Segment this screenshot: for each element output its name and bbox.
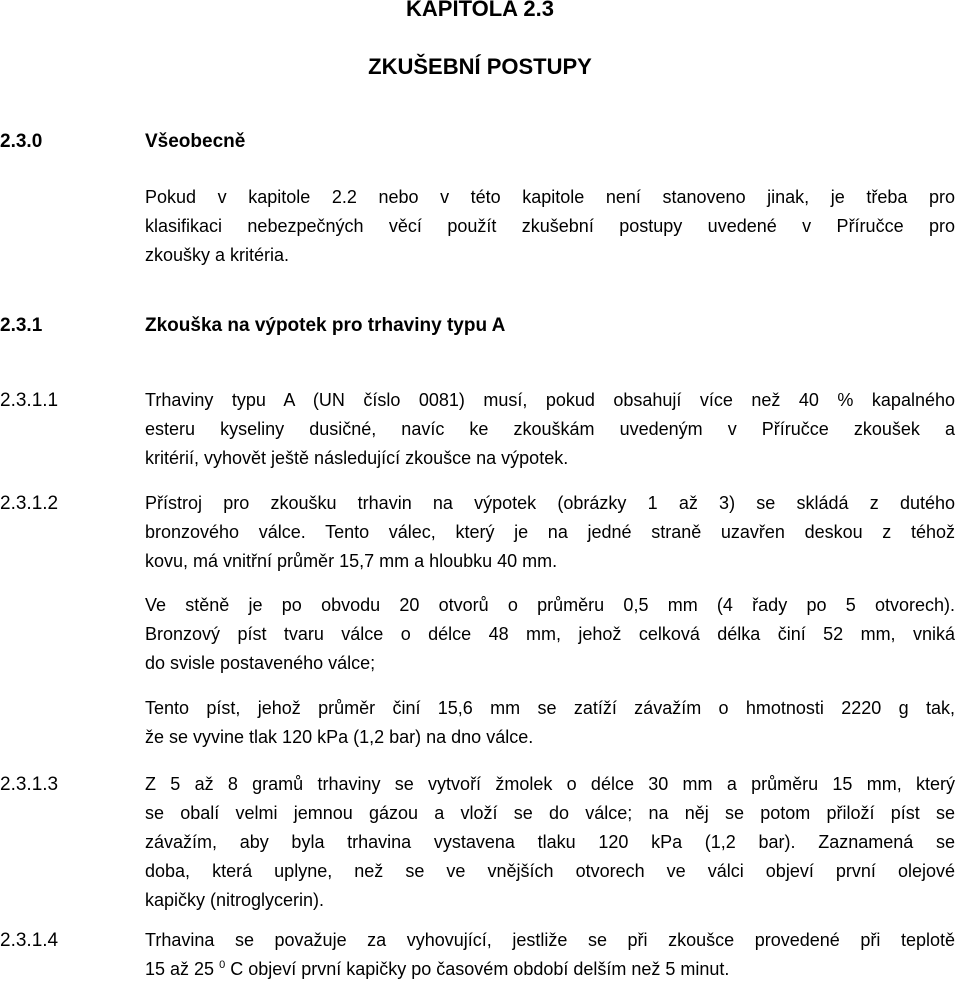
text-line: Trhaviny typu A (UN číslo 0081) musí, pokud obsahují více než 40 % kapalného [145,390,955,410]
text-line: zkoušky a kritéria. [145,245,290,265]
paragraph-2-3-1-2a [145,489,955,576]
text-line: Trhavina se považuje za vyhovující, jestliže se při zkoušce provedené při teplotě [145,930,955,950]
text-line: kapičky (nitroglycerin). [145,890,325,910]
degree-superscript: 0 [219,959,226,971]
paragraph-2-3-1-2b [145,591,955,678]
section-number-2-3-1-3: 2.3.1.3 [0,774,59,795]
paragraph-2-3-1-3 [145,770,955,915]
text-line: bronzového válce. Tento válec, který je na jedné straně uzavřen deskou z téhož [145,522,955,542]
section-number-2-3-1-4: 2.3.1.4 [0,930,59,951]
text-line: závažím, aby byla trhavina vystavena tlaku 120 kPa (1,2 bar). Zaznamená se [145,832,955,852]
text-line: klasifikaci nebezpečných věcí použít zkušební postupy uvedené v Příručce pro [145,216,955,236]
text-line: esteru kyseliny dusičné, navíc ke zkouškám uvedeným v Příručce zkoušek a [145,419,955,439]
text-line: se obalí velmi jemnou gázou a vloží se do válce; na něj se potom přiloží píst se [145,803,955,823]
section-title-2-3-1: Zkouška na výpotek pro trhaviny typu A [145,315,506,336]
text-line: Bronzový píst tvaru válce o délce 48 mm, jehož celková délka činí 52 mm, vniká [145,624,955,644]
paragraph-2-3-1-2c [145,694,955,752]
paragraph-2-3-1-1 [145,386,955,473]
chapter-label: KAPITOLA 2.3 [406,0,554,21]
text-segment: 15 až 25 [145,959,220,979]
paragraph-2-3-0 [145,183,955,270]
text-segment: C objeví první kapičky po časovém období delším než 5 minut. [225,959,730,979]
text-line: doba, která uplyne, než se ve vnějších otvorech ve válci objeví první olejové [145,861,955,881]
section-title-2-3-0: Všeobecně [145,131,246,152]
text-line: kritérií, vyhovět ještě následující zkoušce na výpotek. [145,448,569,468]
text-line: Přístroj pro zkoušku trhavin na výpotek (obrázky 1 až 3) se skládá z dutého [145,493,955,513]
text-line: Ve stěně je po obvodu 20 otvorů o průměru 0,5 mm (4 řady po 5 otvorech). [145,595,955,615]
chapter-title: ZKUŠEBNÍ POSTUPY [368,54,592,79]
text-line-with-degree [145,955,955,984]
text-line: Tento píst, jehož průměr činí 15,6 mm se zatíží závažím o hmotnosti 2220 g tak, [145,698,955,718]
text-line: kovu, má vnitřní průměr 15,7 mm a hloubku 40 mm. [145,551,558,571]
paragraph-2-3-1-4 [145,926,955,984]
section-number-2-3-1: 2.3.1 [0,315,43,336]
section-number-2-3-0: 2.3.0 [0,131,43,152]
section-number-2-3-1-1: 2.3.1.1 [0,390,59,411]
text-line: Z 5 až 8 gramů trhaviny se vytvoří žmolek o délce 30 mm a průměru 15 mm, který [145,774,955,794]
text-line: že se vyvine tlak 120 kPa (1,2 bar) na dno válce. [145,727,534,747]
text-line: Pokud v kapitole 2.2 nebo v této kapitole není stanoveno jinak, je třeba pro [145,187,955,207]
text-line: do svisle postaveného válce; [145,653,376,673]
section-number-2-3-1-2: 2.3.1.2 [0,493,59,514]
